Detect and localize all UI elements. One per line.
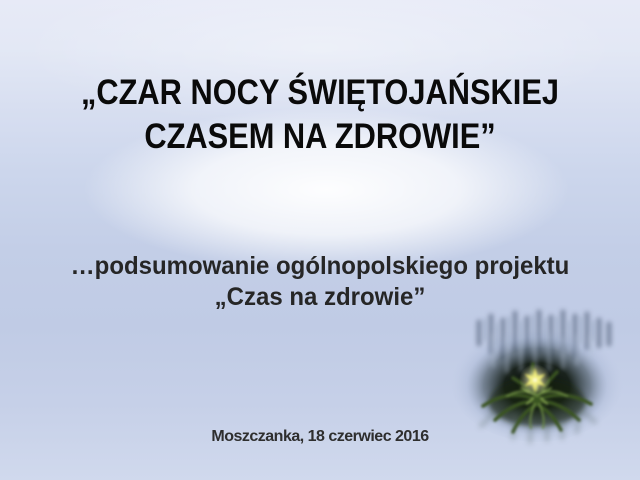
- subtitle-line-2: „Czas na zdrowie”: [214, 283, 426, 311]
- subtitle-line-1: …podsumowanie ogólnopolskiego projektu: [70, 252, 570, 280]
- title-line-2: CZASEM NA ZDROWIE”: [144, 117, 496, 156]
- slide-footer-date: Moszczanka, 18 czerwiec 2016: [211, 428, 429, 445]
- title-line-1: „CZAR NOCY ŚWIĘTOJAŃSKIEJ: [80, 73, 560, 112]
- slide-title: [0, 71, 640, 159]
